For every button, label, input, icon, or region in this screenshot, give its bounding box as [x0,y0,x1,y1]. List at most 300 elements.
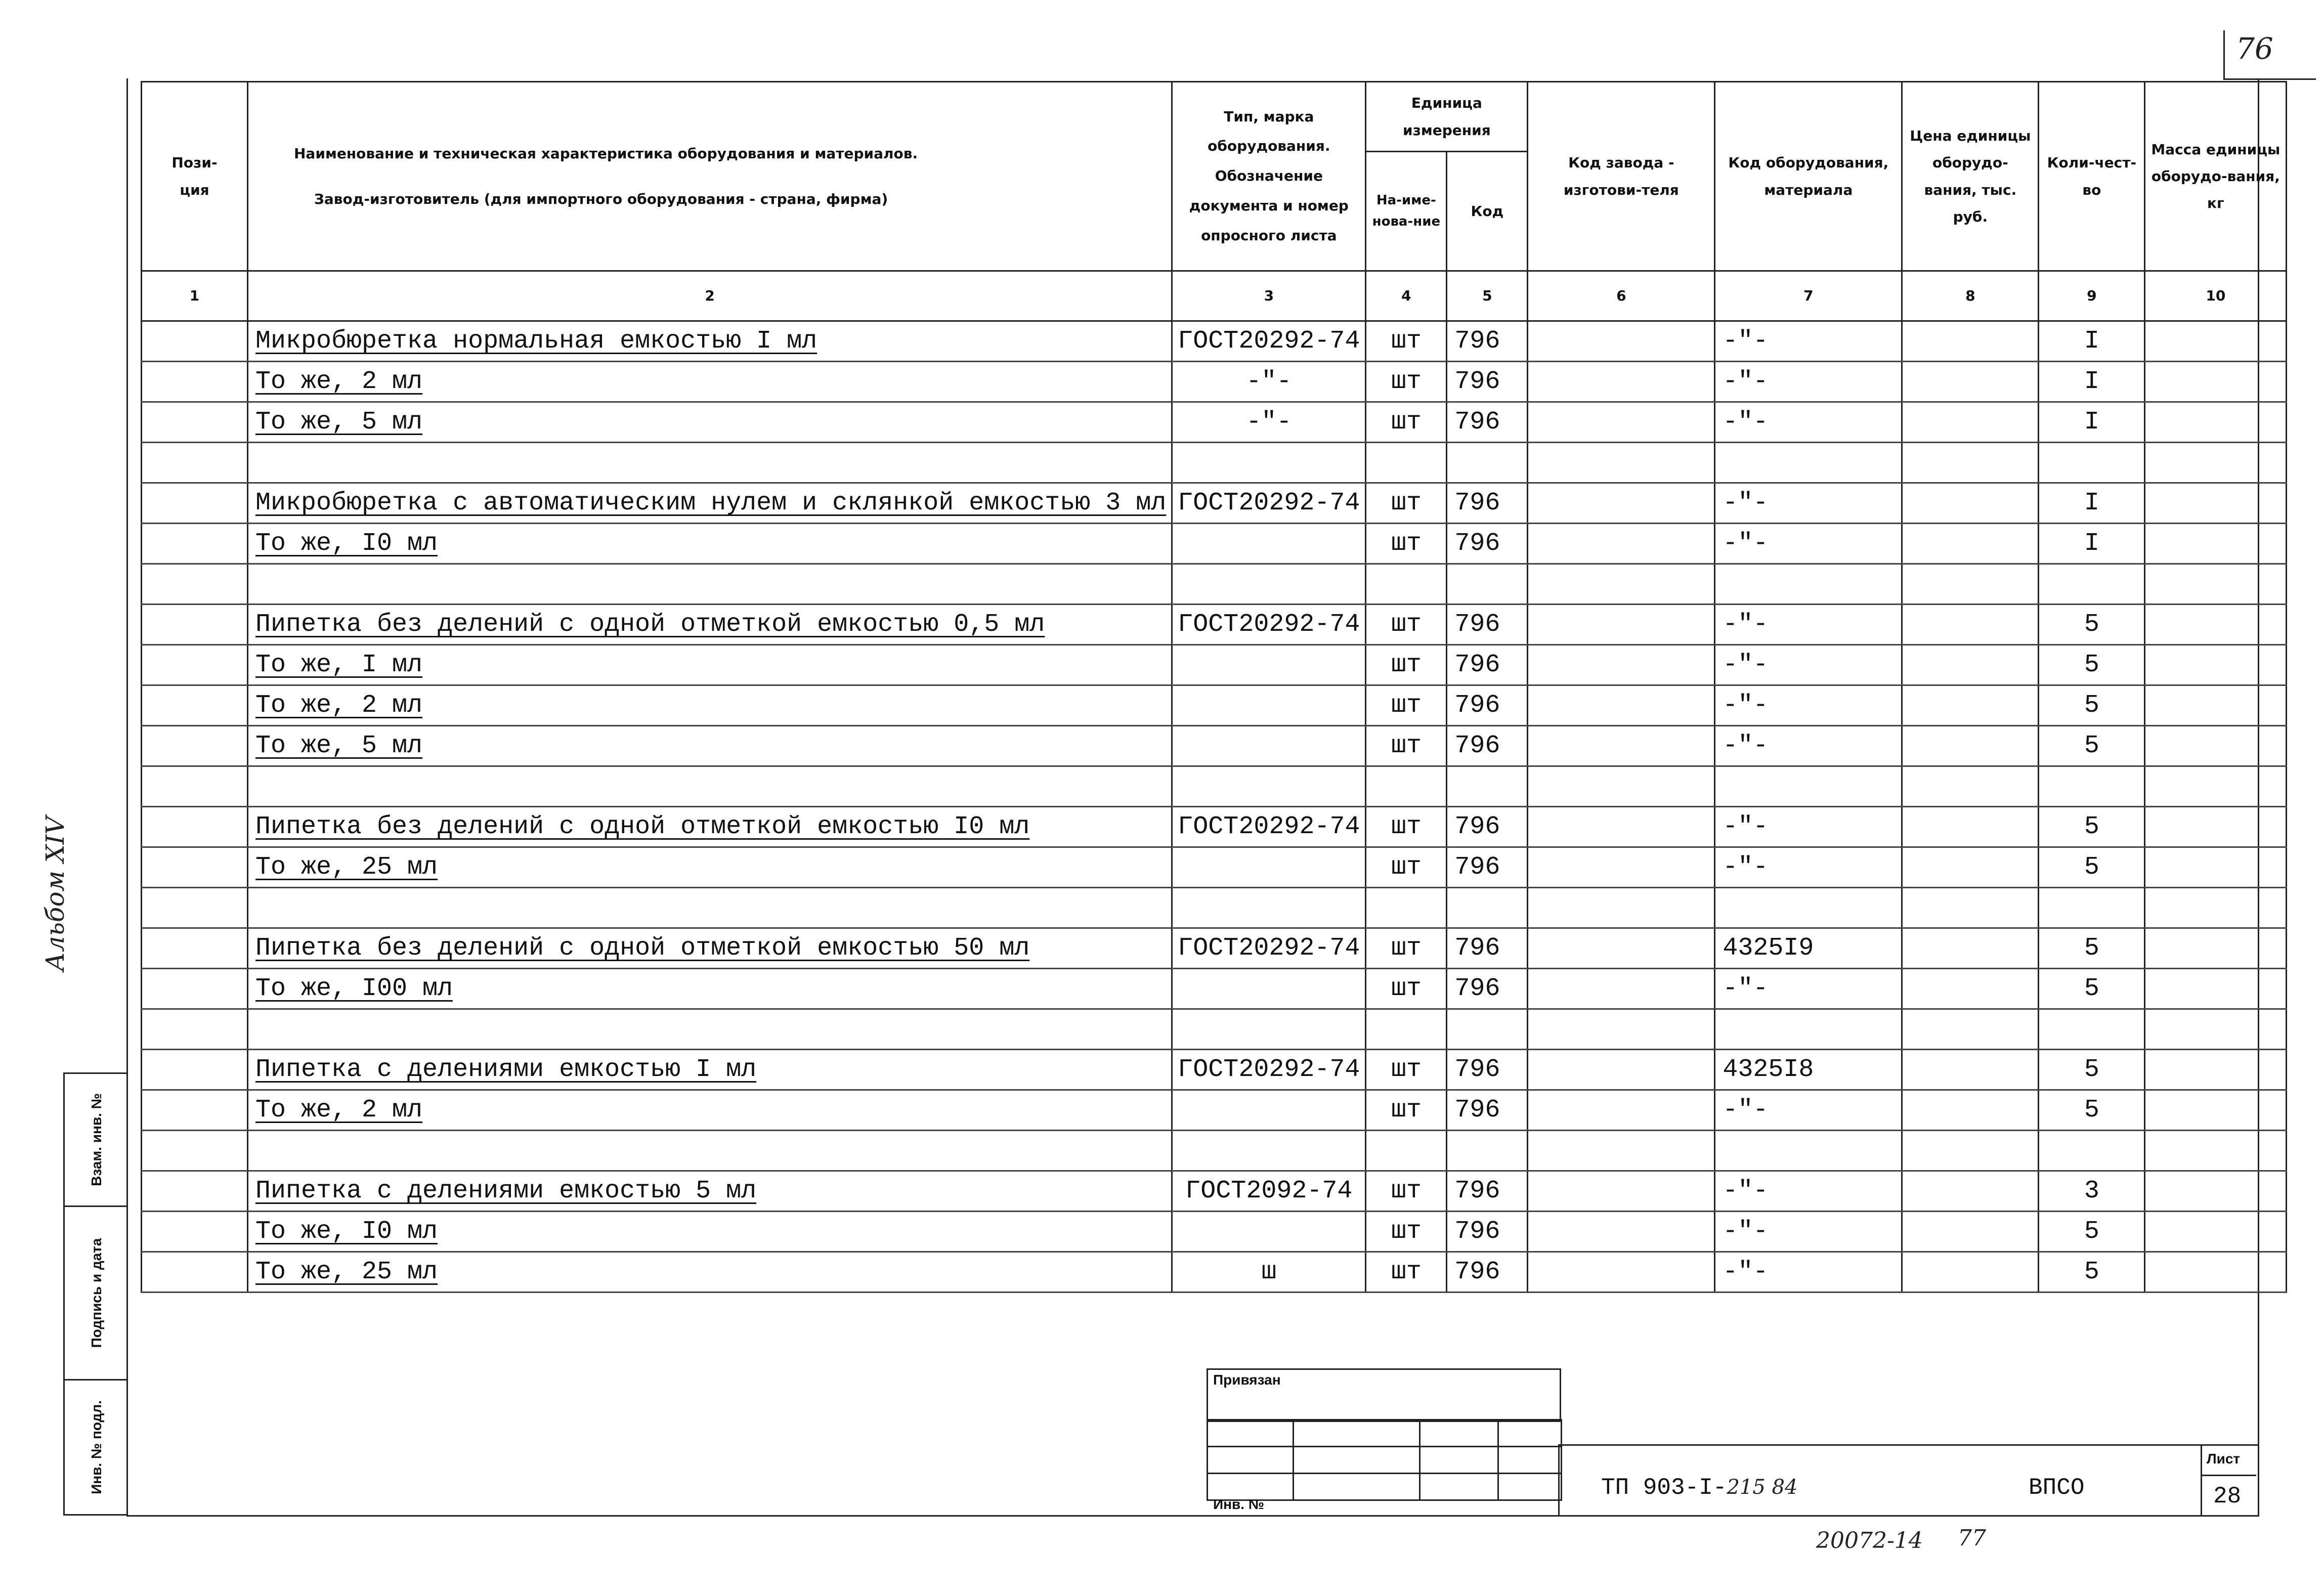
margin-inv-podl-label: Инв. № подл. [88,1400,104,1494]
doc-cell: ГОСТ20292-74 [1172,483,1366,524]
mass-cell [2145,888,2287,928]
doc-cell [1172,443,1366,483]
price-cell [1902,1131,2039,1171]
factory-code-cell [1528,483,1715,524]
factory-code-cell [1528,645,1715,685]
col-number-1: 1 [142,271,248,321]
header-number-row [142,271,2287,321]
mass-cell [2145,443,2287,483]
material-code-cell: -"- [1715,524,1902,564]
item-name-cell: То же, I мл [248,645,1172,685]
doc-cell [1172,685,1366,726]
doc-cell: ГОСТ20292-74 [1172,605,1366,645]
item-name-cell: Пипетка без делений с одной отметкой емкостью 0,5 мл [248,605,1172,645]
mass-cell [2145,847,2287,888]
factory-code-cell [1528,847,1715,888]
unit-code-cell: 796 [1447,1171,1528,1212]
doc-cell [1172,969,1366,1009]
mass-cell [2145,1090,2287,1131]
position-cell [142,807,248,847]
quantity-cell [2039,1131,2145,1171]
unit-code-cell: 796 [1447,1252,1528,1292]
factory-code-cell [1528,362,1715,402]
unit-cell: шт [1366,605,1447,645]
factory-code-cell [1528,685,1715,726]
price-cell [1902,969,2039,1009]
header-position: Пози- ция [142,82,248,271]
unit-cell: шт [1366,321,1447,362]
unit-cell: шт [1366,928,1447,969]
table-row [142,1090,2287,1131]
unit-cell: шт [1366,1212,1447,1252]
position-cell [142,483,248,524]
quantity-cell: 5 [2039,1090,2145,1131]
table-row [142,524,2287,564]
item-name-cell: То же, I0 мл [248,524,1172,564]
unit-cell: шт [1366,807,1447,847]
table-row-empty [142,766,2287,807]
unit-cell [1366,564,1447,605]
mass-cell [2145,564,2287,605]
quantity-cell [2039,888,2145,928]
factory-code-cell [1528,1050,1715,1090]
quantity-cell: I [2039,524,2145,564]
doc-cell [1172,766,1366,807]
item-name-cell: Микробюретка нормальная емкостью I мл [248,321,1172,362]
table-row-empty [142,443,2287,483]
item-name-cell: То же, 25 мл [248,847,1172,888]
position-cell [142,888,248,928]
position-cell [142,766,248,807]
position-cell [142,564,248,605]
table-row [142,928,2287,969]
price-cell [1902,1252,2039,1292]
doc-cell [1172,888,1366,928]
material-code-cell: -"- [1715,605,1902,645]
unit-code-cell [1447,564,1528,605]
doc-cell [1172,726,1366,766]
price-cell [1902,807,2039,847]
quantity-cell: 5 [2039,807,2145,847]
position-cell [142,1212,248,1252]
table-row [142,1252,2287,1292]
price-cell [1902,1212,2039,1252]
header-quantity: Коли-чест-во [2039,82,2145,271]
table-row [142,362,2287,402]
unit-cell: шт [1366,402,1447,443]
table-row [142,969,2287,1009]
unit-code-cell: 796 [1447,928,1528,969]
margin-strip [63,1072,128,1516]
material-code-cell: -"- [1715,362,1902,402]
header-unit-group: Единица измерения [1366,82,1528,152]
factory-code-cell [1528,524,1715,564]
quantity-cell: I [2039,483,2145,524]
price-cell [1902,1171,2039,1212]
quantity-cell: I [2039,402,2145,443]
position-cell [142,321,248,362]
stamp-sheet-number: 28 [2213,1483,2242,1510]
item-name-cell [248,564,1172,605]
material-code-cell: -"- [1715,645,1902,685]
unit-cell: шт [1366,1252,1447,1292]
position-cell [142,605,248,645]
header-price: Цена единицы оборудо-вания, тыс. руб. [1902,82,2039,271]
item-name-cell: То же, 2 мл [248,1090,1172,1131]
unit-cell: шт [1366,524,1447,564]
stamp-grid [1207,1419,1562,1501]
margin-podpis-label: Подпись и дата [88,1238,104,1348]
factory-code-cell [1528,1252,1715,1292]
quantity-cell [2039,766,2145,807]
position-cell [142,969,248,1009]
factory-code-cell [1528,969,1715,1009]
item-name-cell [248,1131,1172,1171]
table-row [142,605,2287,645]
material-code-cell [1715,1009,1902,1050]
factory-code-cell [1528,564,1715,605]
mass-cell [2145,1171,2287,1212]
mass-cell [2145,402,2287,443]
price-cell [1902,483,2039,524]
col-number-5: 5 [1447,271,1528,321]
quantity-cell: 5 [2039,605,2145,645]
material-code-cell: -"- [1715,969,1902,1009]
price-cell [1902,605,2039,645]
material-code-cell [1715,1131,1902,1171]
price-cell [1902,321,2039,362]
header-mass: Масса единицы оборудо-вания, кг [2145,82,2287,271]
mass-cell [2145,321,2287,362]
item-name-cell: То же, 25 мл [248,1252,1172,1292]
header-unit-code: Код [1447,152,1528,271]
doc-cell [1172,1212,1366,1252]
margin-cell-inv-podl [65,1379,128,1514]
factory-code-cell [1528,321,1715,362]
col-number-10: 10 [2145,271,2287,321]
item-name-cell [248,888,1172,928]
header-factory-code: Код завода - изготови-теля [1528,82,1715,271]
header-name-line1: Наименование и техническая характеристика оборудования и материалов. [294,145,918,162]
factory-code-cell [1528,1212,1715,1252]
position-cell [142,1131,248,1171]
factory-code-cell [1528,443,1715,483]
doc-cell [1172,847,1366,888]
quantity-cell: 5 [2039,685,2145,726]
unit-code-cell: 796 [1447,807,1528,847]
mass-cell [2145,605,2287,645]
item-name-cell: Пипетка без делений с одной отметкой емкостью I0 мл [248,807,1172,847]
quantity-cell: 3 [2039,1171,2145,1212]
factory-code-cell [1528,928,1715,969]
mass-cell [2145,1212,2287,1252]
price-cell [1902,1009,2039,1050]
doc-cell [1172,524,1366,564]
mass-cell [2145,969,2287,1009]
unit-code-cell: 796 [1447,402,1528,443]
unit-code-cell: 796 [1447,685,1528,726]
unit-code-cell: 796 [1447,524,1528,564]
position-cell [142,1090,248,1131]
album-label: Альбом XIV [40,816,70,971]
material-code-cell [1715,564,1902,605]
mass-cell [2145,483,2287,524]
position-cell [142,847,248,888]
material-code-cell [1715,888,1902,928]
material-code-cell: -"- [1715,1171,1902,1212]
position-cell [142,1171,248,1212]
quantity-cell: 5 [2039,1050,2145,1090]
item-name-cell [248,1009,1172,1050]
item-name-cell: Микробюретка с автоматическим нулем и склянкой емкостью 3 мл [248,483,1172,524]
unit-cell: шт [1366,645,1447,685]
material-code-cell: -"- [1715,402,1902,443]
item-name-cell [248,443,1172,483]
unit-cell [1366,443,1447,483]
factory-code-cell [1528,1171,1715,1212]
quantity-cell [2039,564,2145,605]
unit-cell: шт [1366,847,1447,888]
unit-cell [1366,1131,1447,1171]
unit-code-cell [1447,766,1528,807]
stamp-sheet-divider [2201,1475,2256,1476]
col-number-4: 4 [1366,271,1447,321]
price-cell [1902,443,2039,483]
factory-code-cell [1528,1009,1715,1050]
table-row-empty [142,1009,2287,1050]
material-code-cell: -"- [1715,321,1902,362]
doc-cell: -"- [1172,362,1366,402]
table-row [142,645,2287,685]
stamp-doc-code [1601,1475,1797,1501]
doc-cell [1172,645,1366,685]
material-code-cell: -"- [1715,726,1902,766]
unit-cell: шт [1366,726,1447,766]
mass-cell [2145,928,2287,969]
factory-code-cell [1528,726,1715,766]
doc-cell [1172,1009,1366,1050]
price-cell [1902,402,2039,443]
unit-code-cell: 796 [1447,1050,1528,1090]
quantity-cell: 5 [2039,1212,2145,1252]
price-cell [1902,1090,2039,1131]
doc-cell: ГОСТ20292-74 [1172,1050,1366,1090]
doc-cell: -"- [1172,402,1366,443]
unit-cell [1366,888,1447,928]
table-row-empty [142,564,2287,605]
mass-cell [2145,362,2287,402]
position-cell [142,645,248,685]
position-cell [142,685,248,726]
margin-vzam-label: Взам. инв. № [88,1093,104,1186]
factory-code-cell [1528,888,1715,928]
unit-code-cell [1447,443,1528,483]
mass-cell [2145,1131,2287,1171]
mass-cell [2145,1050,2287,1090]
quantity-cell: I [2039,321,2145,362]
material-code-cell: 4325I9 [1715,928,1902,969]
mass-cell [2145,524,2287,564]
header-material-code: Код оборудования, материала [1715,82,1902,271]
doc-cell [1172,1090,1366,1131]
position-cell [142,1252,248,1292]
mass-cell [2145,726,2287,766]
doc-cell: ГОСТ20292-74 [1172,928,1366,969]
doc-cell: ш [1172,1252,1366,1292]
unit-cell [1366,766,1447,807]
col-number-3: 3 [1172,271,1366,321]
price-cell [1902,1050,2039,1090]
stamp-section: ВПСО [2029,1475,2085,1501]
factory-code-cell [1528,766,1715,807]
item-name-cell [248,766,1172,807]
factory-code-cell [1528,1090,1715,1131]
col-number-9: 9 [2039,271,2145,321]
unit-code-cell: 796 [1447,1090,1528,1131]
table-row [142,685,2287,726]
price-cell [1902,888,2039,928]
margin-cell-podpis [65,1205,128,1379]
price-cell [1902,524,2039,564]
mass-cell [2145,685,2287,726]
material-code-cell: -"- [1715,1252,1902,1292]
material-code-cell: -"- [1715,847,1902,888]
position-cell [142,524,248,564]
item-name-cell: Пипетка без делений с одной отметкой емкостью 50 мл [248,928,1172,969]
quantity-cell: 5 [2039,847,2145,888]
position-cell [142,928,248,969]
unit-code-cell [1447,888,1528,928]
unit-cell: шт [1366,483,1447,524]
unit-cell: шт [1366,1171,1447,1212]
position-cell [142,402,248,443]
col-number-7: 7 [1715,271,1902,321]
factory-code-cell [1528,1131,1715,1171]
stamp-doc-code-handwritten: 215 84 [1727,1476,1798,1499]
table-row [142,402,2287,443]
mass-cell [2145,807,2287,847]
quantity-cell [2039,443,2145,483]
specification-body [142,321,2287,1292]
stamp-doc-code-text: ТП 903-I- [1601,1475,1727,1501]
factory-code-cell [1528,807,1715,847]
unit-cell: шт [1366,969,1447,1009]
unit-code-cell: 796 [1447,726,1528,766]
table-row [142,1050,2287,1090]
material-code-cell: -"- [1715,1212,1902,1252]
col-number-2: 2 [248,271,1172,321]
mass-cell [2145,1009,2287,1050]
table-row [142,1171,2287,1212]
price-cell [1902,645,2039,685]
unit-code-cell: 796 [1447,321,1528,362]
table-row [142,1212,2287,1252]
position-cell [142,1050,248,1090]
col-number-8: 8 [1902,271,2039,321]
material-code-cell: -"- [1715,807,1902,847]
unit-cell: шт [1366,1090,1447,1131]
unit-code-cell: 796 [1447,483,1528,524]
material-code-cell: -"- [1715,1090,1902,1131]
header-name-line2: Завод-изготовитель (для импортного оборудования - страна, фирма) [314,190,888,207]
table-row [142,807,2287,847]
bottom-note-left: 20072-14 [1816,1528,1923,1554]
stamp-inv-label: Инв. № [1213,1496,1265,1512]
table-row-empty [142,888,2287,928]
item-name-cell: То же, 5 мл [248,726,1172,766]
quantity-cell: 5 [2039,1252,2145,1292]
price-cell [1902,847,2039,888]
price-cell [1902,766,2039,807]
quantity-cell: 5 [2039,969,2145,1009]
item-name-cell: То же, 5 мл [248,402,1172,443]
position-cell [142,443,248,483]
table-row [142,483,2287,524]
position-cell [142,726,248,766]
table-row [142,847,2287,888]
unit-code-cell: 796 [1447,362,1528,402]
mass-cell [2145,645,2287,685]
unit-code-cell: 796 [1447,969,1528,1009]
header-unit-name: На-име-нова-ние [1366,152,1447,271]
margin-cell-vzam [65,1074,128,1205]
doc-cell: ГОСТ20292-74 [1172,807,1366,847]
quantity-cell: 5 [2039,726,2145,766]
unit-cell: шт [1366,362,1447,402]
item-name-cell: То же, I0 мл [248,1212,1172,1252]
price-cell [1902,726,2039,766]
unit-code-cell [1447,1131,1528,1171]
factory-code-cell [1528,402,1715,443]
stamp-privyazan-label: Привязан [1213,1372,1281,1388]
quantity-cell: 5 [2039,645,2145,685]
table-row [142,321,2287,362]
quantity-cell: 5 [2039,928,2145,969]
quantity-cell [2039,1009,2145,1050]
unit-code-cell [1447,1009,1528,1050]
unit-cell [1366,1009,1447,1050]
doc-cell: ГОСТ2092-74 [1172,1171,1366,1212]
unit-code-cell: 796 [1447,847,1528,888]
material-code-cell: -"- [1715,685,1902,726]
mass-cell [2145,1252,2287,1292]
unit-cell: шт [1366,1050,1447,1090]
header-type: Тип, марка оборудования. Обозначение документа и номер опросного листа [1172,82,1366,271]
item-name-cell: То же, 2 мл [248,362,1172,402]
unit-code-cell: 796 [1447,645,1528,685]
position-cell [142,362,248,402]
item-name-cell: Пипетка с делениями емкостью 5 мл [248,1171,1172,1212]
page-number-handwritten: 76 [2236,31,2273,66]
quantity-cell: I [2039,362,2145,402]
unit-code-cell: 796 [1447,605,1528,645]
item-name-cell: Пипетка с делениями емкостью I мл [248,1050,1172,1090]
item-name-cell: То же, 2 мл [248,685,1172,726]
material-code-cell [1715,766,1902,807]
factory-code-cell [1528,605,1715,645]
item-name-cell: То же, I00 мл [248,969,1172,1009]
col-number-6: 6 [1528,271,1715,321]
specification-table [141,81,2287,1293]
material-code-cell: -"- [1715,483,1902,524]
price-cell [1902,685,2039,726]
price-cell [1902,362,2039,402]
table-row-empty [142,1131,2287,1171]
doc-cell: ГОСТ20292-74 [1172,321,1366,362]
price-cell [1902,928,2039,969]
bottom-note-right: 77 [1958,1525,1986,1551]
doc-cell [1172,564,1366,605]
